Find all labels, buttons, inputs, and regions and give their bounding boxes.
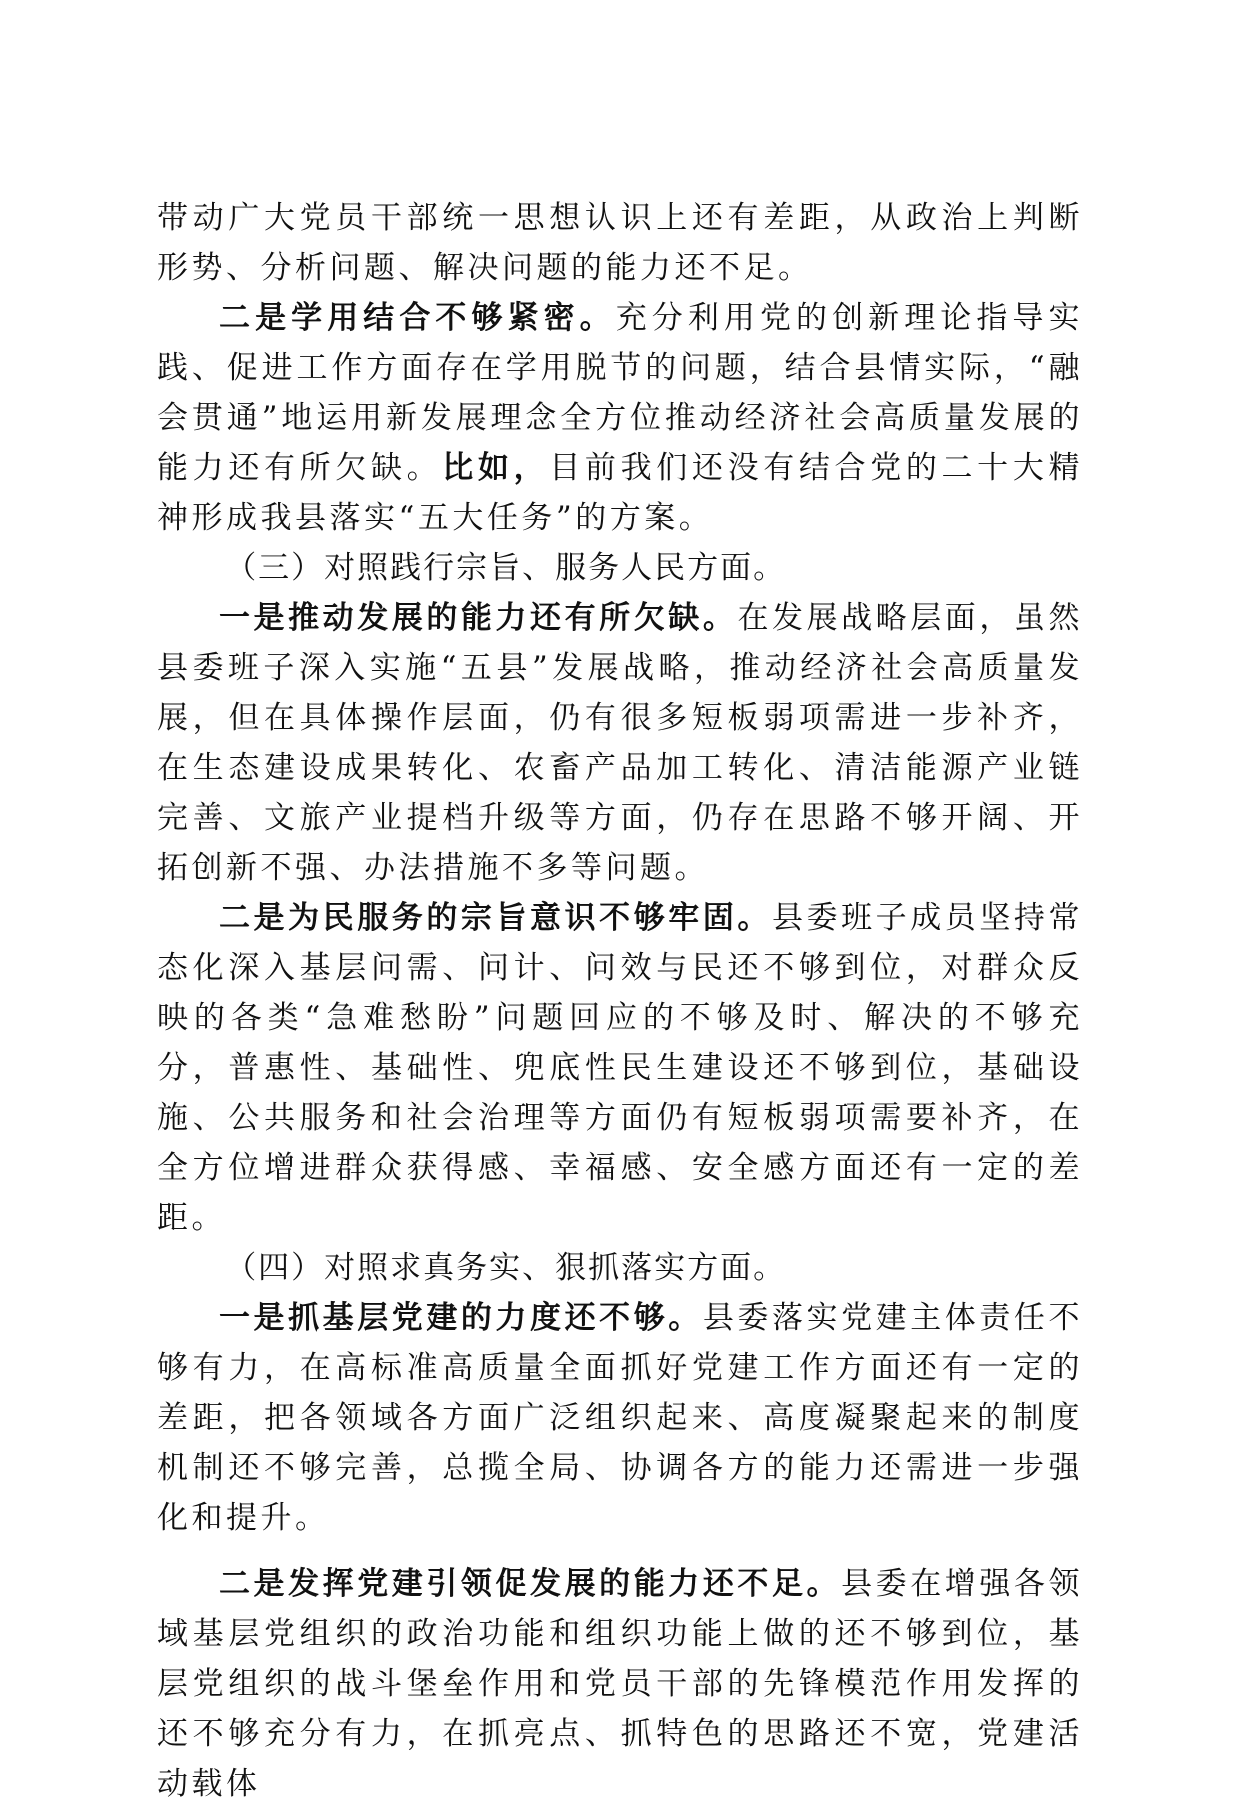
paragraph-party-building <box>157 1293 1083 1543</box>
paragraph-example-lead: 比如， <box>442 450 550 486</box>
paragraph-service-awareness <box>157 893 1083 1243</box>
paragraph-lead: 一是抓基层党建的力度还不够。 <box>219 1300 703 1336</box>
paragraph-development-ability <box>157 593 1083 893</box>
paragraph-text: 县委落实党建主体责任不够有力，在高标准高质量全面抓好党建工作方面还有一定的差距，把各领域各方面广泛组织起来、高度凝聚起来的制度机制还不够完善，总揽全局、协调各方的能力还需进一步强化和提升。 <box>157 1300 1083 1536</box>
paragraph-text: 在发展战略层面，虽然县委班子深入实施“五县”发展战略，推动经济社会高质量发展，但在具体操作层面，仍有很多短板弱项需进一步补齐，在生态建设成果转化、农畜产品加工转化、清洁能源产业链完善、文旅产业提档升级等方面，仍存在思路不够开阔、开拓创新不强、办法措施不多等问题。 <box>157 600 1083 886</box>
paragraph-text: 县委在增强各领域基层党组织的政治功能和组织功能上做的还不够到位，基层党组织的战斗堡垒作用和党员干部的先锋模范作用发挥的还不够充分有力，在抓亮点、抓特色的思路还不宽，党建活动载体 <box>157 1566 1083 1802</box>
paragraph-text: 目前我们还没有结合党的二十大精神形成我县落实“五大任务”的方案。 <box>157 450 1084 536</box>
paragraph-lead: 二是发挥党建引领促发展的能力还不足。 <box>219 1566 842 1602</box>
paragraph-party-leadership <box>157 1559 1083 1809</box>
heading-text: （四）对照求真务实、狠抓落实方面。 <box>225 1250 787 1286</box>
heading-text: （三）对照践行宗旨、服务人民方面。 <box>225 550 787 586</box>
paragraph-text: 县委班子成员坚持常态化深入基层问需、问计、问效与民还不够到位，对群众反映的各类“急难愁盼”问题回应的不够及时、解决的不够充分，普惠性、基础性、兜底性民生建设还不够到位，基础设施、公共服务和社会治理等方面仍有短板弱项需要补齐，在全方位增进群众获得感、幸福感、安全感方面还有一定的差距。 <box>157 900 1083 1236</box>
section-heading-4 <box>157 1243 1083 1293</box>
paragraph-lead: 一是推动发展的能力还有所欠缺。 <box>219 600 738 636</box>
document-body <box>157 193 1083 1809</box>
section-heading-3 <box>157 543 1083 593</box>
paragraph-lead: 二是为民服务的宗旨意识不够牢固。 <box>219 900 772 936</box>
paragraph-lead: 二是学用结合不够紧密。 <box>219 300 616 336</box>
paragraph-study-application <box>157 293 1083 543</box>
paragraph-text: 带动广大党员干部统一思想认识上还有差距，从政治上判断形势、分析问题、解决问题的能力还不足。 <box>157 200 1083 286</box>
paragraph-text: 充分利用党的创新理论指导实践、促进工作方面存在学用脱节的问题，结合县情实际，“融会贯通”地运用新发展理念全方位推动经济社会高质量发展的能力还有所欠缺。 <box>157 300 1083 486</box>
paragraph-continuation <box>157 193 1083 293</box>
